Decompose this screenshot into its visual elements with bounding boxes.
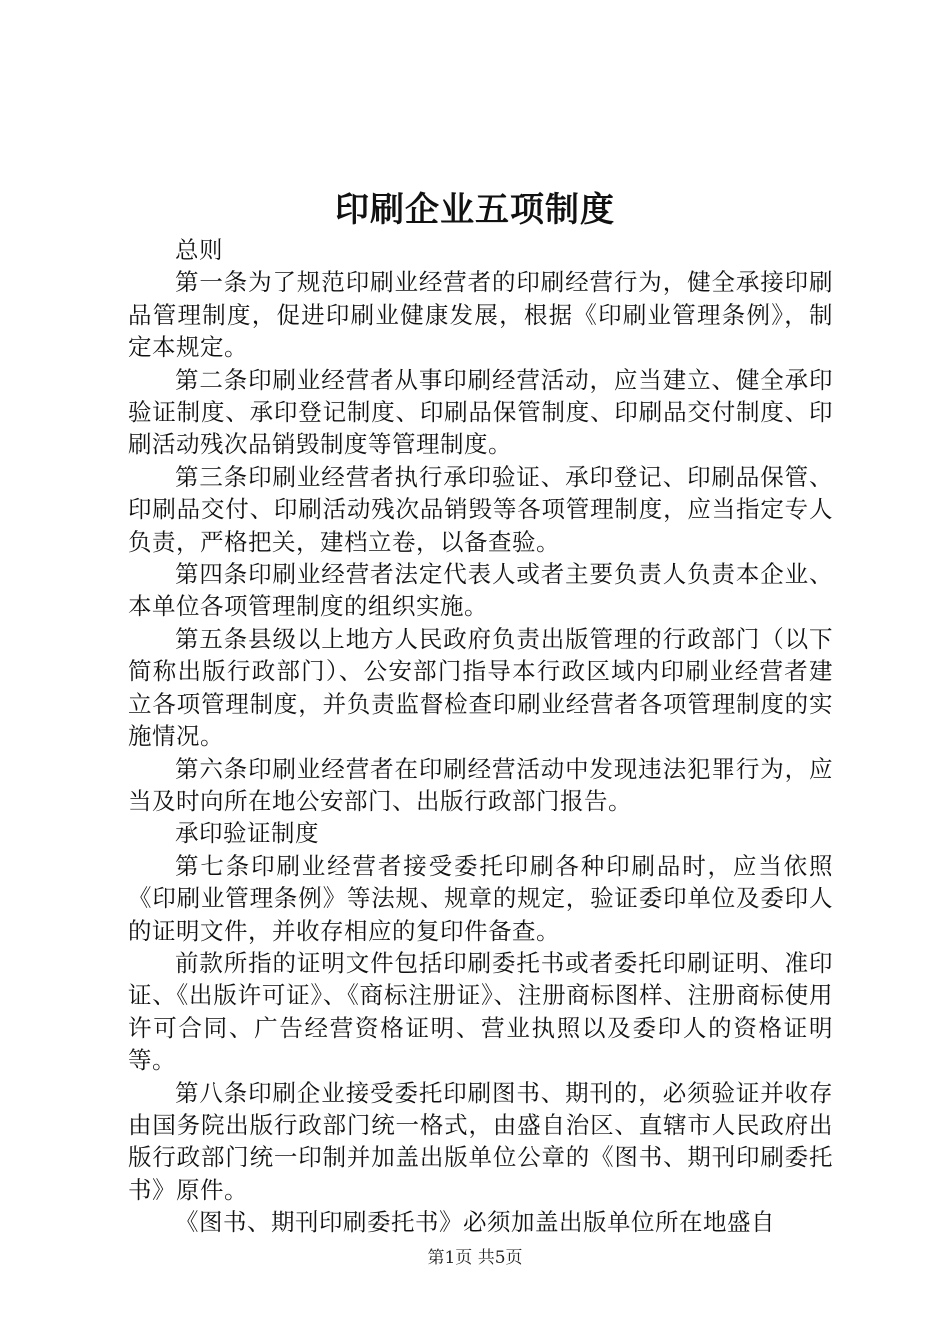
article-1: 第一条为了规范印刷业经营者的印刷经营行为，健全承接印刷品管理制度，促进印刷业健康发展，根据《印刷业管理条例》，制定本规定。 [128, 268, 833, 362]
article-6: 第六条印刷业经营者在印刷经营活动中发现违法犯罪行为，应当及时向所在地公安部门、出版行政部门报告。 [128, 754, 833, 815]
page-footer: 第1页 共5页 [427, 1248, 523, 1268]
article-8: 第八条印刷企业接受委托印刷图书、期刊的，必须验证并收存由国务院出版行政部门统一格式，由盛自治区、直辖市人民政府出版行政部门统一印制并加盖出版单位公章的《图书、期刊印刷委托书》原件。 [128, 1078, 833, 1204]
article-8-continued: 《图书、期刊印刷委托书》必须加盖出版单位所在地盛自 [175, 1208, 775, 1237]
article-7: 第七条印刷业经营者接受委托印刷各种印刷品时，应当依照《印刷业管理条例》等法规、规章的规定，验证委印单位及委印人的证明文件，并收存相应的复印件备查。 [128, 851, 833, 945]
document-body [128, 234, 833, 1239]
article-7-clause: 前款所指的证明文件包括印刷委托书或者委托印刷证明、准印证、《出版许可证》、《商标注册证》、注册商标图样、注册商标使用许可合同、广告经营资格证明、营业执照以及委印人的资格证明等。 [128, 948, 833, 1075]
article-3: 第三条印刷业经营者执行承印验证、承印登记、印刷品保管、印刷品交付、印刷活动残次品销毁等各项管理制度，应当指定专人负责，严格把关，建档立卷，以备查验。 [128, 462, 833, 556]
section-heading-verification: 承印验证制度 [175, 819, 319, 848]
section-heading-general: 总则 [175, 236, 223, 264]
document-title: 印刷企业五项制度 [335, 190, 615, 230]
article-5: 第五条县级以上地方人民政府负责出版管理的行政部门（以下简称出版行政部门）、公安部门指导本行政区域内印刷业经营者建立各项管理制度，并负责监督检查印刷业经营者各项管理制度的实施情况。 [128, 624, 833, 751]
article-4: 第四条印刷业经营者法定代表人或者主要负责人负责本企业、本单位各项管理制度的组织实施。 [128, 560, 833, 621]
article-2: 第二条印刷业经营者从事印刷经营活动，应当建立、健全承印验证制度、承印登记制度、印刷品保管制度、印刷品交付制度、印刷活动残次品销毁制度等管理制度。 [128, 365, 833, 459]
